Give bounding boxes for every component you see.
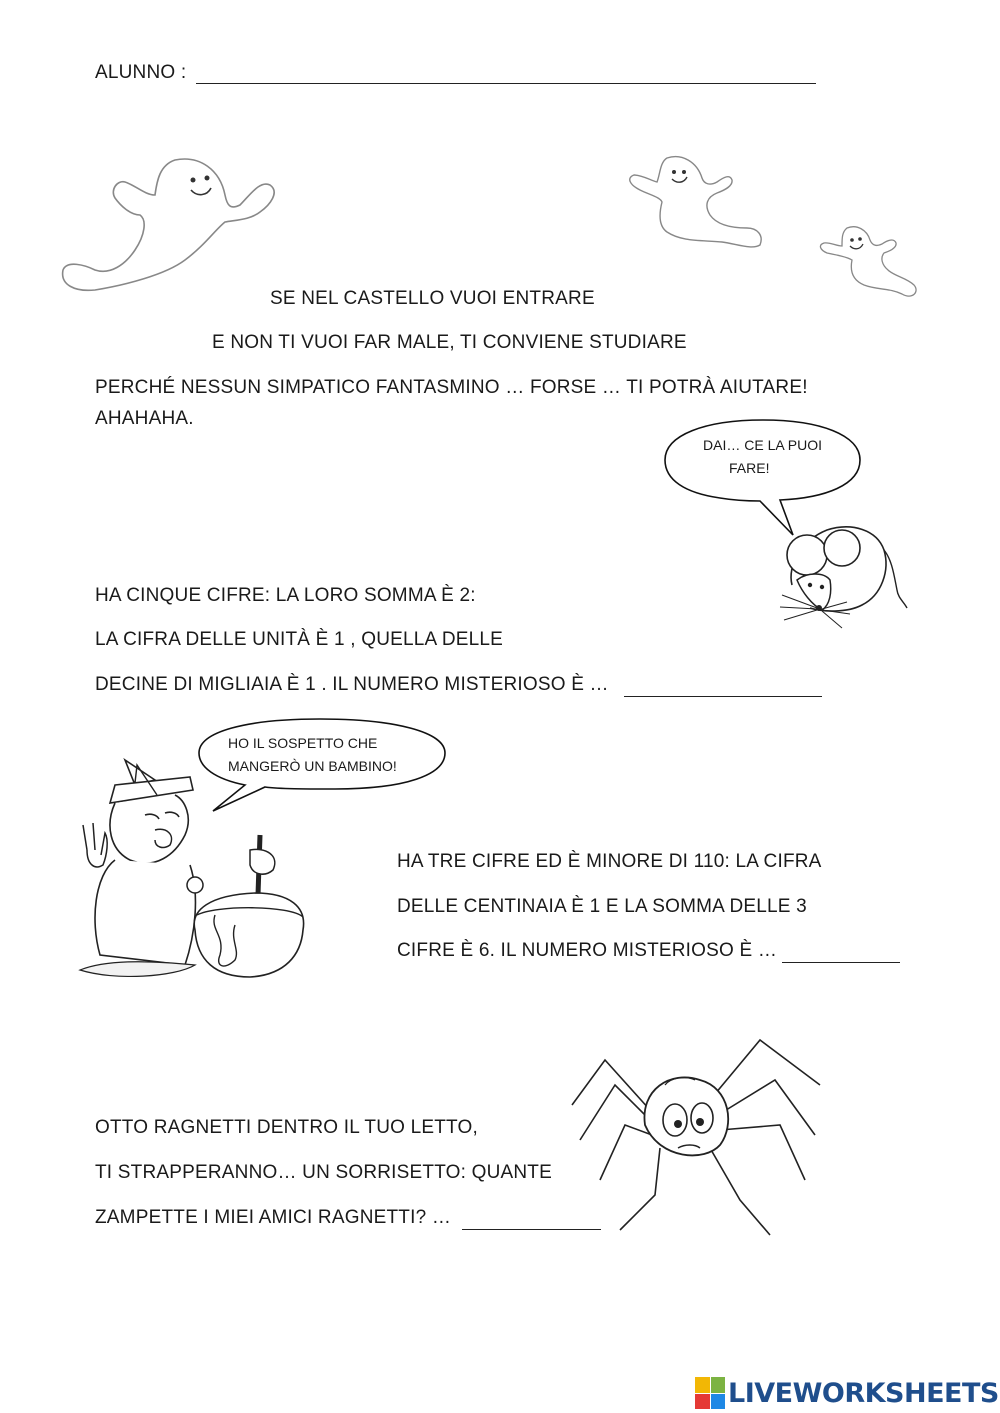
mouse-icon bbox=[772, 510, 912, 640]
riddle2-line-2: DELLE CENTINAIA È 1 E LA SOMMA DELLE 3 bbox=[397, 896, 807, 917]
riddle1-answer-line[interactable] bbox=[624, 696, 822, 697]
riddle3-line-3: ZAMPETTE I MIEI AMICI RAGNETTI? … bbox=[95, 1207, 452, 1228]
ghost-medium-icon bbox=[622, 150, 772, 255]
liveworksheets-logo-icon bbox=[695, 1377, 725, 1409]
riddle1-line-2: LA CIFRA DELLE UNITÀ È 1 , QUELLA DELLE bbox=[95, 629, 504, 650]
riddle2-line-3: CIFRE È 6. IL NUMERO MISTERIOSO È … bbox=[397, 940, 778, 961]
riddle3-line-1: OTTO RAGNETTI DENTRO IL TUO LETTO, bbox=[95, 1117, 478, 1138]
mouse-bubble-line-1: DAI… CE LA PUOI bbox=[703, 437, 823, 453]
ghost-small-icon bbox=[812, 220, 927, 305]
riddle2-line-1: HA TRE CIFRE ED È MINORE DI 110: LA CIFRA bbox=[397, 851, 822, 872]
spider-icon bbox=[560, 1030, 830, 1245]
riddle1-line-1: HA CINQUE CIFRE: LA LORO SOMMA È 2: bbox=[95, 585, 476, 606]
intro-line-1: SE NEL CASTELLO VUOI ENTRARE bbox=[270, 288, 595, 309]
ghost-large-icon bbox=[55, 150, 285, 300]
intro-line-2: E NON TI VUOI FAR MALE, TI CONVIENE STUDIARE bbox=[212, 332, 687, 353]
liveworksheets-logo-text: LIVEWORKSHEETS bbox=[728, 1377, 999, 1409]
intro-line-4: AHAHAHA. bbox=[95, 408, 194, 429]
riddle3-answer-line[interactable] bbox=[462, 1229, 601, 1230]
mouse-bubble-line-2: FARE! bbox=[729, 460, 770, 476]
alunno-label: ALUNNO : bbox=[95, 62, 187, 83]
intro-line-3: PERCHÉ NESSUN SIMPATICO FANTASMINO … FORSE … TI POTRÀ AIUTARE! bbox=[95, 377, 808, 398]
witch-bubble-line-1: HO IL SOSPETTO CHE bbox=[228, 735, 378, 751]
witch-bubble-line-2: MANGERÒ UN BAMBINO! bbox=[228, 758, 397, 774]
riddle2-answer-line[interactable] bbox=[782, 962, 900, 963]
witch-cauldron-icon bbox=[75, 755, 310, 985]
alunno-name-line[interactable] bbox=[196, 83, 816, 84]
riddle1-line-3: DECINE DI MIGLIAIA È 1 . IL NUMERO MISTERIOSO È … bbox=[95, 674, 609, 695]
riddle3-line-2: TI STRAPPERANNO… UN SORRISETTO: QUANTE bbox=[95, 1162, 552, 1183]
liveworksheets-logo bbox=[695, 1376, 999, 1410]
